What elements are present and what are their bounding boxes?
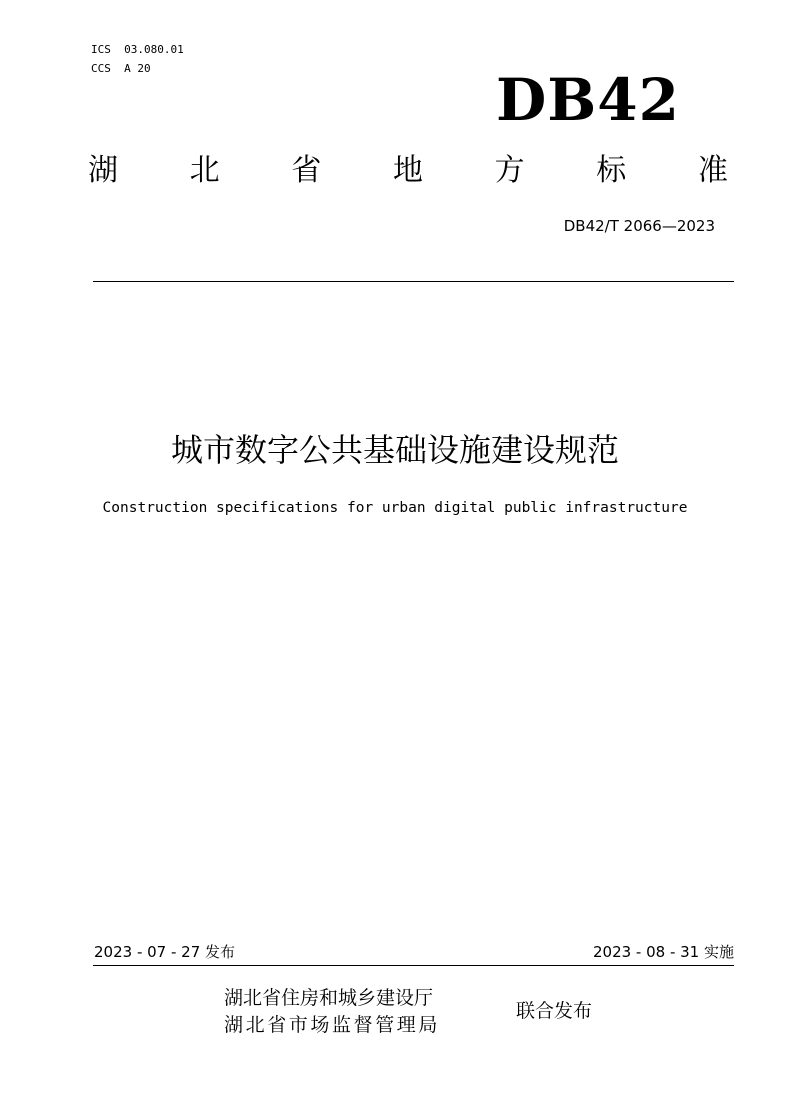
document-title-chinese: 城市数字公共基础设施建设规范 [170,431,619,469]
ccs-code: CCS A 20 [91,62,151,75]
issuer-housing-department: 湖北省住房和城乡建设厅 [224,987,434,1009]
standard-type-char: 准 [697,153,728,188]
standard-type-char: 标 [596,153,627,188]
joint-release-label: 联合发布 [516,1000,593,1022]
standard-type-heading [88,150,728,192]
standard-type-char: 北 [189,153,220,188]
implementation-date: 2023 - 08 - 31 实施 [592,943,734,961]
issue-date: 2023 - 07 - 27 发布 [94,943,236,961]
issuing-authorities [224,985,440,1039]
standard-type-char: 省 [291,153,322,188]
standard-type-char: 地 [392,153,423,188]
classification-codes [91,40,184,78]
top-divider [93,281,734,282]
standard-code-logo: DB42 [495,66,680,134]
issuer-market-regulation: 湖北省市场监督管理局 [224,1014,441,1036]
standard-type-char: 方 [494,153,525,188]
standard-type-char: 湖 [88,153,118,188]
ics-code: ICS 03.080.01 [91,43,184,56]
bottom-divider [93,965,734,966]
document-title-english: Construction specifications for urban digital public infrastructure [102,500,688,516]
standard-number: DB42/T 2066—2023 [563,217,715,235]
